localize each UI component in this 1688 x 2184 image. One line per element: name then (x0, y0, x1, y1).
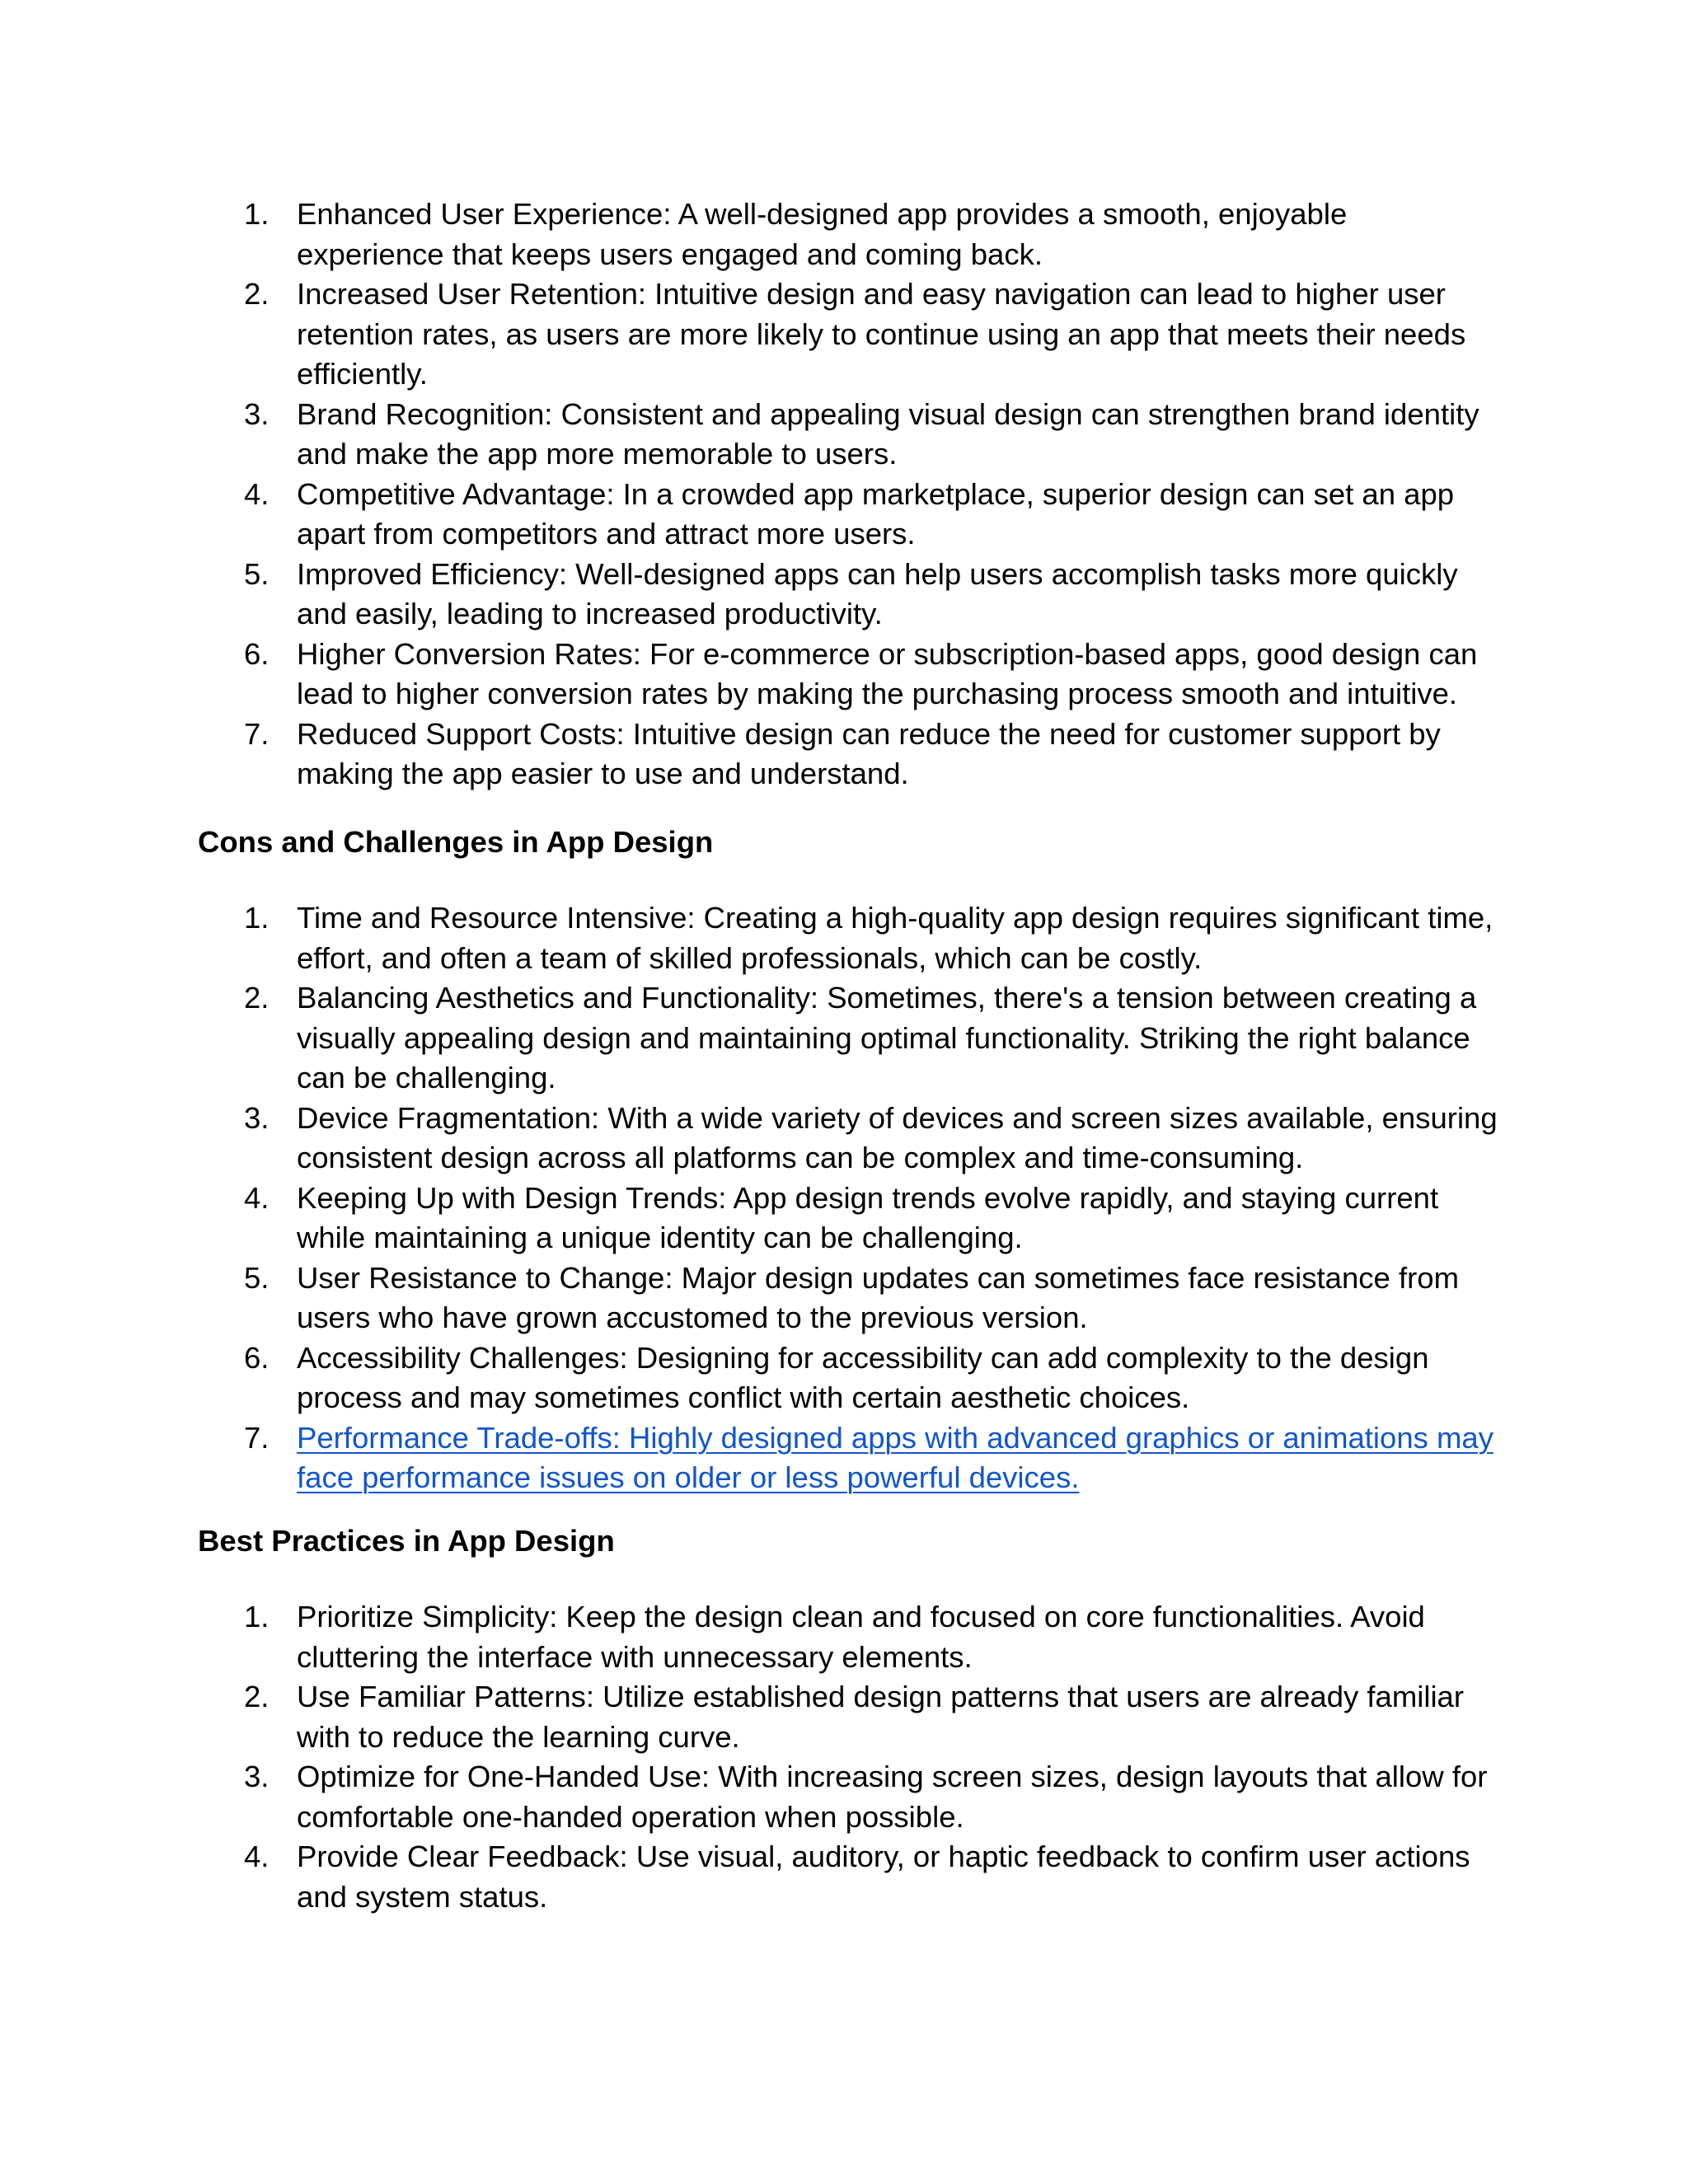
list-item-text: Increased User Retention: Intuitive design and easy navigation can lead to higher user retention rates, as users are more likely to continue using an app that meets their needs efficiently. (297, 277, 1466, 391)
list-item (0, 978, 1688, 1099)
benefits-list (0, 194, 1688, 794)
list-item-number: 3. (244, 1760, 270, 1793)
list-item-text: Prioritize Simplicity: Keep the design clean and focused on core functionalities. Avoid cluttering the interface with unnecessary elements. (297, 1600, 1425, 1674)
list-item-text: Optimize for One-Handed Use: With increasing screen sizes, design layouts that allow for comfortable one-handed operation when possible. (297, 1760, 1488, 1834)
list-item-number: 5. (244, 556, 270, 591)
list-item-number: 1. (244, 197, 270, 231)
list-item-number: 3. (244, 396, 270, 431)
list-item (0, 1338, 1688, 1418)
list-item-number: 7. (244, 716, 270, 751)
list-item-number: 1. (244, 1600, 270, 1633)
section-heading-cons: Cons and Challenges in App Design (198, 825, 714, 859)
list-item-text: Device Fragmentation: With a wide variety of devices and screen sizes available, ensuring consistent design across all platforms can be complex and time-consuming. (297, 1100, 1498, 1174)
list-item-number: 3. (244, 1100, 270, 1135)
list-item-text: Keeping Up with Design Trends: App design trends evolve rapidly, and staying current while maintaining a unique identity can be challenging. (297, 1180, 1439, 1254)
list-item (0, 1597, 1688, 1677)
list-item (0, 555, 1688, 635)
list-item-text: Competitive Advantage: In a crowded app marketplace, superior design can set an app apart from competitors and attract more users. (297, 476, 1455, 551)
best-practices-list (0, 1597, 1688, 1917)
list-item (0, 1179, 1688, 1258)
list-item (0, 1258, 1688, 1338)
list-item-text: User Resistance to Change: Major design updates can sometimes face resistance from users who have grown accustomed to the previous version. (297, 1260, 1459, 1334)
list-item-number: 2. (244, 277, 270, 311)
list-item (0, 1757, 1688, 1837)
list-item (0, 475, 1688, 555)
list-item-text: Enhanced User Experience: A well-designed app provides a smooth, enjoyable experience that keeps users engaged and coming back. (297, 197, 1348, 271)
list-item (0, 1837, 1688, 1917)
list-item-text: Use Familiar Patterns: Utilize established design patterns that users are already familiar with to reduce the learning curve. (297, 1680, 1465, 1754)
list-item (0, 898, 1688, 978)
list-item-text: Reduced Support Costs: Intuitive design can reduce the need for customer support by making the app easier to use and understand. (297, 716, 1441, 790)
list-item (0, 635, 1688, 715)
list-item-text: Higher Conversion Rates: For e-commerce or subscription-based apps, good design can lead to higher conversion rates by making the purchasing process smooth and intuitive. (297, 636, 1478, 710)
list-item-text: Brand Recognition: Consistent and appealing visual design can strengthen brand identity and make the app more memorable to users. (297, 396, 1479, 471)
list-item-text: Improved Efficiency: Well-designed apps can help users accomplish tasks more quickly and easily, leading to increased productivity. (297, 556, 1458, 630)
list-item-number: 5. (244, 1260, 270, 1295)
cons-list (0, 898, 1688, 1498)
list-item-number: 4. (244, 476, 270, 511)
list-item-number: 7. (244, 1420, 270, 1455)
list-item-number: 1. (244, 901, 270, 935)
list-item (0, 1677, 1688, 1757)
section-heading-best-practices: Best Practices in App Design (198, 1524, 615, 1558)
list-item-number: 2. (244, 981, 270, 1015)
list-item (0, 274, 1688, 395)
list-item-text: Time and Resource Intensive: Creating a high-quality app design requires significant time, effort, and often a team of skilled professionals, which can be costly. (297, 901, 1493, 975)
list-item-link[interactable] (0, 1418, 1688, 1498)
list-item-number: 4. (244, 1840, 270, 1873)
list-item (0, 715, 1688, 794)
list-item-number: 4. (244, 1180, 270, 1215)
list-item (0, 395, 1688, 475)
list-item-number: 6. (244, 636, 270, 671)
list-item (0, 194, 1688, 274)
list-item-text: Balancing Aesthetics and Functionality: Sometimes, there's a tension between creating a visually appealing design and maintaining optimal functionality. Striking the right balance can be challenging. (297, 981, 1477, 1094)
performance-tradeoffs-link[interactable]: Performance Trade-offs: Highly designed apps with advanced graphics or animations may face performance issues on older or less powerful devices. (297, 1420, 1493, 1494)
list-item-number: 6. (244, 1340, 270, 1375)
list-item (0, 1099, 1688, 1179)
list-item-number: 2. (244, 1680, 270, 1713)
list-item-text: Provide Clear Feedback: Use visual, auditory, or haptic feedback to confirm user actions and system status. (297, 1840, 1470, 1914)
list-item-text: Accessibility Challenges: Designing for accessibility can add complexity to the design process and may sometimes conflict with certain aesthetic choices. (297, 1340, 1429, 1414)
